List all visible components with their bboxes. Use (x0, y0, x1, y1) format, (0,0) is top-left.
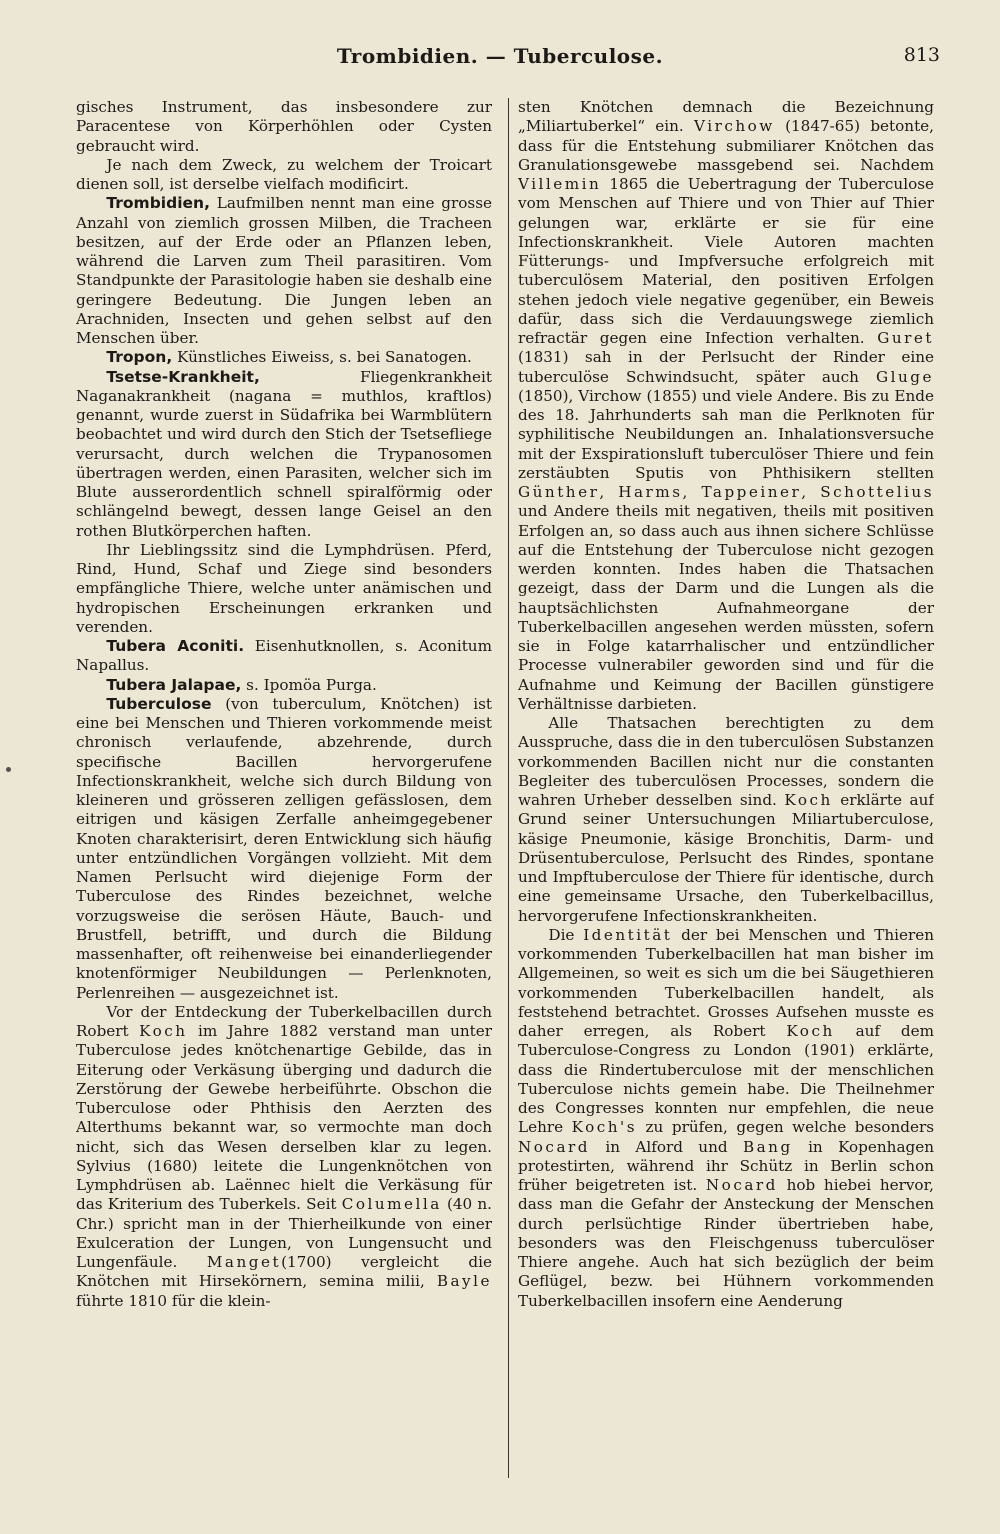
text-run: zu prüfen, gegen welche besonders (637, 1118, 934, 1137)
person-name: Koch's (571, 1118, 637, 1137)
text-run: (40 n. Chr.) spricht man in der Thierheilkunde von einer Exulceration der Lungen, von Lungensucht und Lungenfäule. (76, 1195, 492, 1271)
person-name: Tappeiner (701, 483, 802, 501)
entry-term: Tropon, (106, 348, 173, 367)
text-run: Die (548, 925, 584, 944)
text-run: , (599, 483, 619, 501)
text-run: sten Knötchen demnach die Bezeichnung „Miliartuberkel“ ein. (518, 98, 934, 136)
text-run: , (801, 483, 821, 501)
text-run: der bei Menschen und Thieren vorkommenden Tuberkelbacillen hat man bisher im Allgemeinen, so weit es sich um die bei Säugethieren vorkommenden Tuberkelbacillen handelt, als feststehend betrachtet. Grosses Aufsehen musste es daher erregen, als Robert (518, 925, 934, 1040)
text-run: (1700) vergleicht die Knötchen mit Hirsekörnern, semina milii, (76, 1253, 492, 1291)
text-run: in Alford und (589, 1137, 743, 1156)
paragraph-instrument: gisches Instrument, das insbesondere zur Paracentese von Körperhöhlen oder Cysten gebraucht wird. (76, 98, 492, 155)
person-name: Nocard (705, 1176, 778, 1194)
person-name: Virchow (578, 386, 642, 405)
text-run: Alle Thatsachen berechtigten zu dem Ausspruche, dass die in den tuberculösen Substanzen vorkommenden Bacillen nicht nur die constanten Begleiter des tuberculösen Processes, sondern die wahren Urheber desselben sind. (518, 714, 934, 809)
person-name: Schottelius (820, 483, 934, 501)
paragraph-thatsachen (518, 714, 934, 926)
person-name: Manget (206, 1253, 282, 1271)
text-run: 1865 die Uebertragung der Tuberculose vom Menschen auf Thiere und von Thier auf Thier gelungen war, erklärte er sie für eine Infectionskrankheit. Viele Autoren machten Fütterungs- und Impfversuche erfolgreich mit tuberculösem Material, den positiven Erfolgen stehen jedoch viele negative gegenüber, ein Beweis dafür, dass sich die Verdauungswege ziemlich refractär gegen eine Infection verhalten. (518, 175, 934, 347)
paragraph-history (76, 1003, 492, 1311)
person-name: Bang (742, 1137, 793, 1156)
person-name: Bayle (436, 1272, 492, 1291)
entry-term: Tsetse-Krankheit, (106, 367, 260, 386)
text-run: auf dem Tuberculose-Congress zu London (1901) erklärte, dass die Rindertuberculose mit der menschlichen Tuberculose nichts gemein habe. Die Theilnehmer des Congresses konnten nur empfehlen, die neue Lehre (518, 1022, 934, 1137)
text-run: führte 1810 für die klein- (76, 1291, 271, 1310)
text-run: in Kopenhagen protestirten, während ihr Schütz in Berlin schon früher beigetreten ist. (518, 1137, 934, 1194)
person-name: Harms (618, 483, 683, 501)
entry-text: s. Ipomöa Purga. (241, 675, 377, 694)
paragraph-lymphdruesen: Ihr Lieblingssitz sind die Lymphdrüsen. Pferd, Rind, Hund, Schaf und Ziege sind besonders empfängliche Thiere, welche unter anämischen und hydropischen Erscheinungen erkranken und verenden. (76, 540, 492, 636)
page-title: Trombidien. — Tuberculose. (336, 44, 664, 68)
person-name: Columella (341, 1195, 442, 1214)
running-head (0, 42, 1000, 76)
entry-term: Tubera Jalapae, (106, 675, 242, 694)
entry-tuberculose (76, 695, 492, 1003)
entry-tubera-jalapae (76, 676, 492, 695)
text-run: , (682, 483, 702, 501)
paragraph-troicart: Je nach dem Zweck, zu welchem der Troicart dienen soll, ist derselbe vielfach modificirt. (76, 155, 492, 193)
text-run: (1850), (518, 386, 579, 405)
entry-text: Fliegenkrankheit Naganakrankheit (nagana = muthlos, kraftlos) genannt, wurde zuerst in Südafrika bei Warmblütern beobachtet und wird durch den Stich der Tsetsefliege verursacht, durch welchen die Trypanosomen übertragen werden, einen Parasiten, welcher sich im Blute ausserordentlich schnell spiralförmig oder schlängelnd bewegt, dessen lange Geisel an den rothen Blutkörperchen haften. (76, 367, 492, 540)
margin-mark (6, 767, 11, 772)
page-number: 813 (903, 44, 940, 66)
text-run: Vor der Entdeckung der Tuberkelbacillen durch Robert (76, 1002, 492, 1040)
entry-tsetse (76, 368, 492, 541)
entry-term: Tuberculose (106, 694, 212, 713)
person-name: Koch (139, 1022, 188, 1040)
person-name: Nocard (518, 1137, 590, 1156)
entry-text: Künstliches Eiweiss, s. bei Sanatogen. (172, 348, 472, 367)
entry-term: Tubera Aconiti. (106, 637, 245, 655)
entry-term: Trombidien, (106, 194, 210, 213)
text-run: und Andere theils mit negativen, theils mit positiven Erfolgen an, so dass auch aus ihnen sichere Schlüsse auf die Entstehung der Tuberculose nicht gezogen werden konnten. Indes haben die Thatsachen gezeigt, dass der Darm und die Lungen als die hauptsächlichsten Aufnahmeorgane der Tuberkelbacillen angesehen werden müssten, sofern sie in Folge katarrhalischer und entzündlicher Processe vulnerabiler geworden sind und für die Aufnahme und Keimung der Bacillen günstigere Verhältnisse darbieten. (518, 502, 934, 713)
left-column (76, 98, 492, 1488)
person-name: Günther (518, 483, 600, 501)
entry-text: Eisenhutknollen, s. Aconitum Napallus. (76, 637, 492, 675)
person-name: Virchow (694, 117, 775, 136)
text-run: im Jahre 1882 verstand man unter Tuberculose jedes knötchenartige Gebilde, das in Eiterung oder Verkäsung überging und dadurch die Zerstörung der Gewebe herbeiführte. Obschon die Tuberculose oder Phthisis den Aerzten des Alterthums bekannt war, so vermochte man doch nicht, sich das Wesen derselben klar zu legen. Sylvius (1680) leitete die Lungenknötchen von Lymphdrüsen ab. Laënnec hielt die Verkäsung für das Kriterium des Tuberkels. Seit (76, 1022, 492, 1214)
text-run: (1831) sah in der Perlsucht der Rinder eine tuberculöse Schwindsucht, später auch (518, 348, 934, 386)
entry-text: (von tuberculum, Knötchen) ist eine bei Menschen und Thieren vorkommende meist chronisch verlaufende, abzehrende, durch specifische Bacillen hervorgerufene Infectionskrankheit, welche sich durch Bildung von kleineren und grösseren zelligen gefässlosen, dem eitrigen und käsigen Zerfalle anheimgegebener Knoten charakterisirt, deren Entwicklung sich häufig unter entzündlichen Vorgängen vollzieht. Mit dem Namen Perlsucht wird diejenige Form der Tuberculose des Rindes bezeichnet, welche vorzugsweise die serösen Häute, Bauch- und Brustfell, betrifft, und durch die Bildung massenhafter, oft reihenweise bei einanderliegender knotenförmiger Neubildungen — Perlenknoten, Perlenreihen — ausgezeichnet ist. (76, 694, 492, 1002)
person-name: Villemin (518, 175, 602, 193)
text-run: (1855) und viele Andere. Bis zu Ende des 18. Jahrhunderts sah man die Perlknoten für syphilitische Neubildungen an. Inhalationsversuche mit der Exspirationsluft tuberculöser Thiere und fein zerstäubten Sputis von Phthisikern stellten (518, 386, 934, 482)
paragraph-miliartuberkel (518, 98, 934, 714)
column-divider (508, 98, 509, 1478)
person-name: Guret (877, 329, 934, 347)
person-name: Koch (786, 1022, 835, 1040)
entry-tubera-aconiti (76, 637, 492, 676)
person-name: Gluge (876, 367, 934, 386)
text-run: erklärte auf Grund seiner Untersuchungen Miliartuberculose, käsige Pneumonie, käsige Bronchitis, Darm- und Drüsentuberculose, Perlsucht des Rindes, spontane und Impftuberculose der Thiere für identische, durch eine gemeinsame Ursache, den Tuberkelbacillus, hervorgerufene Infectionskrankheiten. (518, 791, 934, 925)
entry-text: Laufmilben nennt man eine grosse Anzahl von ziemlich grossen Milben, die Tracheen besitzen, auf der Erde oder an Pflanzen leben, während die Larven zum Theil parasitiren. Vom Standpunkte der Parasitologie haben sie deshalb eine geringere Bedeutung. Die Jungen leben an Arachniden, Insecten und gehen selbst auf den Menschen über. (76, 194, 492, 347)
person-name: Koch (784, 791, 833, 809)
entry-trombidien (76, 194, 492, 348)
text-run: hob hiebei hervor, dass man die Gefahr der Ansteckung der Menschen durch perlsüchtige Rinder übertrieben habe, besonders was den Fleischgenuss tuberculöser Thiere angehe. Auch hat sich bezüglich der beim Geflügel, bezw. bei Hühnern vorkommenden Tuberkelbacillen insofern eine Aenderung (518, 1176, 934, 1310)
text-run: (1847-65) betonte, dass für die Entstehung submiliarer Knötchen das Granulationsgewebe massgebend sei. Nachdem (518, 117, 934, 174)
emphasis: Identität (583, 925, 673, 944)
right-column (518, 98, 934, 1488)
paragraph-identitaet (518, 926, 934, 1311)
entry-tropon (76, 348, 492, 367)
